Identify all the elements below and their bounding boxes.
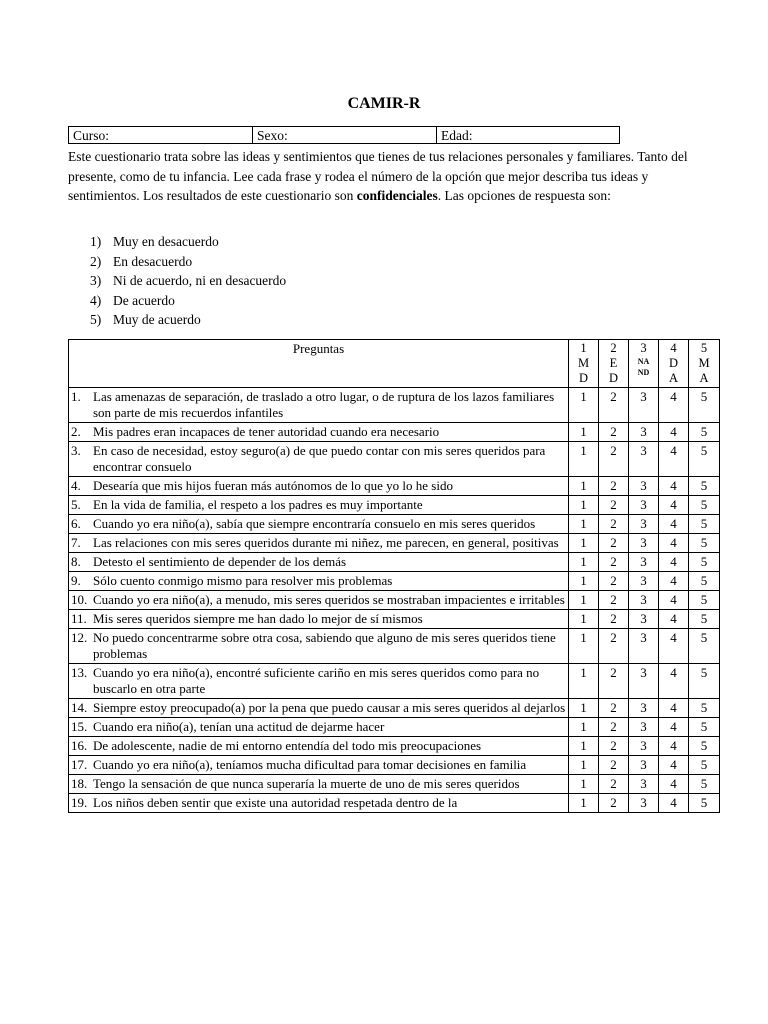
question-row xyxy=(69,737,720,756)
column-header-line: M xyxy=(698,356,710,370)
question-text: En la vida de familia, el respeto a los padres es muy importante xyxy=(93,497,423,512)
answer-option-cell[interactable]: 5 xyxy=(689,775,720,794)
answer-option-cell[interactable]: 1 xyxy=(569,629,599,664)
answer-option-cell[interactable]: 3 xyxy=(629,553,659,572)
column-header-line: A xyxy=(668,371,679,385)
question-text: Cuando yo era niño(a), sabía que siempre encontraría consuelo en mis seres queridos xyxy=(93,516,536,531)
question-number: 10. xyxy=(71,592,88,607)
answer-option-cell[interactable]: 5 xyxy=(689,794,720,813)
answer-option-cell[interactable]: 3 xyxy=(629,664,659,699)
answer-option-cell[interactable]: 1 xyxy=(569,534,599,553)
question-cell xyxy=(69,629,569,664)
answer-option-cell[interactable]: 4 xyxy=(659,442,689,477)
question-number: 14. xyxy=(71,700,88,715)
question-row xyxy=(69,572,720,591)
question-cell xyxy=(69,699,569,718)
age-label: Edad: xyxy=(441,128,473,143)
course-field[interactable] xyxy=(69,127,253,143)
column-header-line: M xyxy=(577,356,590,370)
answer-option-cell[interactable]: 2 xyxy=(599,794,629,813)
answer-option-cell[interactable]: 4 xyxy=(659,534,689,553)
question-text: De adolescente, nadie de mi entorno entendía del todo mis preocupaciones xyxy=(93,738,482,753)
question-text: Mis seres queridos siempre me han dado lo mejor de sí mismos xyxy=(93,611,423,626)
sex-label: Sexo: xyxy=(257,128,288,143)
question-cell xyxy=(69,477,569,496)
question-number: 15. xyxy=(71,719,88,734)
student-info-row xyxy=(68,126,620,144)
question-number: 12. xyxy=(71,630,88,645)
answer-option-cell[interactable]: 3 xyxy=(629,629,659,664)
answer-option-cell[interactable]: 1 xyxy=(569,442,599,477)
answer-option-cell[interactable]: 4 xyxy=(659,737,689,756)
option-column-header xyxy=(569,340,599,388)
question-number: 18. xyxy=(71,776,88,791)
question-text: Siempre estoy preocupado(a) por la pena que puedo causar a mis seres queridos al dejarlos xyxy=(93,700,566,715)
question-cell xyxy=(69,553,569,572)
answer-option-cell[interactable]: 1 xyxy=(569,477,599,496)
question-number: 8. xyxy=(71,554,81,569)
answer-option-cell[interactable]: 4 xyxy=(659,756,689,775)
column-header-line: 1 xyxy=(580,341,587,355)
answer-option-cell[interactable]: 1 xyxy=(569,553,599,572)
answer-option-cell[interactable]: 3 xyxy=(629,477,659,496)
age-field[interactable] xyxy=(437,127,619,143)
answer-option-cell[interactable]: 3 xyxy=(629,794,659,813)
answer-option-cell[interactable]: 3 xyxy=(629,442,659,477)
answer-option-cell[interactable]: 3 xyxy=(629,572,659,591)
page-title: CAMIR-R xyxy=(347,95,421,112)
column-header-line: NA xyxy=(637,357,650,366)
instructions-text: Este cuestionario trata sobre las ideas y sentimientos que tienes de tus relaciones personales y familiares. Tanto del presente, como de tu infancia. Lee cada frase y rodea el número de la opción que mejor describa tus ideas y sentimientos. Los resultados de este cuestionario son xyxy=(68,149,688,203)
column-header-line: 2 xyxy=(610,341,617,355)
question-row xyxy=(69,515,720,534)
option-number: 3) xyxy=(90,273,102,288)
question-text: Las amenazas de separación, de traslado a otro lugar, o de ruptura de los lazos familiares son parte de mis recuerdos infantiles xyxy=(93,389,555,420)
answer-option-cell[interactable]: 2 xyxy=(599,572,629,591)
answer-option-cell[interactable]: 4 xyxy=(659,699,689,718)
question-row xyxy=(69,718,720,737)
answer-option-cell[interactable]: 2 xyxy=(599,664,629,699)
sex-field[interactable] xyxy=(253,127,437,143)
response-option xyxy=(90,310,286,330)
question-number: 2. xyxy=(71,424,81,439)
answer-option-cell[interactable]: 2 xyxy=(599,477,629,496)
option-label: Muy en desacuerdo xyxy=(113,234,219,249)
answer-option-cell[interactable]: 1 xyxy=(569,572,599,591)
question-text: Detesto el sentimiento de depender de los demás xyxy=(93,554,347,569)
answer-option-cell[interactable]: 2 xyxy=(599,534,629,553)
question-number: 11. xyxy=(71,611,87,626)
answer-option-cell[interactable]: 1 xyxy=(569,610,599,629)
option-label: De acuerdo xyxy=(113,292,175,308)
answer-option-cell[interactable]: 4 xyxy=(659,515,689,534)
question-cell xyxy=(69,534,569,553)
option-label: Muy de acuerdo xyxy=(113,312,201,327)
answer-option-cell[interactable]: 5 xyxy=(689,664,720,699)
option-number: 1) xyxy=(90,234,102,249)
question-cell xyxy=(69,388,569,423)
answer-option-cell[interactable]: 3 xyxy=(629,775,659,794)
answer-option-cell[interactable]: 2 xyxy=(599,718,629,737)
answer-option-cell[interactable]: 2 xyxy=(599,515,629,534)
answer-option-cell[interactable]: 3 xyxy=(629,515,659,534)
answer-option-cell[interactable]: 5 xyxy=(689,699,720,718)
question-text: En caso de necesidad, estoy seguro(a) de que puedo contar con mis seres queridos para encontrar consuelo xyxy=(93,443,546,474)
question-row xyxy=(69,591,720,610)
course-label: Curso: xyxy=(73,128,110,143)
option-label: Ni de acuerdo, ni en desacuerdo xyxy=(113,273,287,288)
question-number: 7. xyxy=(71,535,81,550)
column-header-line: ND xyxy=(637,368,650,377)
question-row xyxy=(69,388,720,423)
answer-option-cell[interactable]: 3 xyxy=(629,496,659,515)
answer-option-cell[interactable]: 5 xyxy=(689,496,720,515)
question-number: 5. xyxy=(71,497,81,512)
question-text: Tengo la sensación de que nunca superaría la muerte de uno de mis seres queridos xyxy=(93,776,520,791)
answer-option-cell[interactable]: 4 xyxy=(659,423,689,442)
question-cell xyxy=(69,442,569,477)
instructions-paragraph xyxy=(68,147,708,206)
answer-option-cell[interactable]: 1 xyxy=(569,515,599,534)
table-header-row xyxy=(69,340,720,388)
option-column-header xyxy=(629,340,659,388)
question-cell xyxy=(69,794,569,813)
answer-option-cell[interactable]: 2 xyxy=(599,699,629,718)
answer-option-cell[interactable]: 5 xyxy=(689,737,720,756)
answer-option-cell[interactable]: 2 xyxy=(599,629,629,664)
answer-option-cell[interactable]: 5 xyxy=(689,442,720,477)
column-header-line: 5 xyxy=(700,341,708,355)
column-header-line: D xyxy=(608,371,619,385)
question-row xyxy=(69,756,720,775)
confidential-emphasis: confidenciales xyxy=(356,188,438,203)
question-number: 6. xyxy=(71,516,81,531)
question-number: 4. xyxy=(71,478,81,493)
question-text: Desearía que mis hijos fueran más autónomos de lo que yo lo he sido xyxy=(93,478,453,493)
question-cell xyxy=(69,610,569,629)
response-option xyxy=(90,291,286,311)
question-text: Cuando yo era niño(a), encontré suficiente cariño en mis seres queridos como para no buscarlo en otra parte xyxy=(93,665,540,696)
question-row xyxy=(69,553,720,572)
question-number: 3. xyxy=(71,443,81,458)
answer-option-cell[interactable]: 1 xyxy=(569,794,599,813)
answer-option-cell[interactable]: 4 xyxy=(659,610,689,629)
question-number: 19. xyxy=(71,795,88,810)
question-cell xyxy=(69,591,569,610)
answer-option-cell[interactable]: 5 xyxy=(689,756,720,775)
question-text: No puedo concentrarme sobre otra cosa, sabiendo que alguno de mis seres queridos tiene problemas xyxy=(93,630,556,661)
answer-option-cell[interactable]: 4 xyxy=(659,718,689,737)
question-cell xyxy=(69,423,569,442)
answer-option-cell[interactable]: 2 xyxy=(599,496,629,515)
question-text: Cuando era niño(a), tenían una actitud de dejarme hacer xyxy=(93,719,385,734)
answer-option-cell[interactable]: 4 xyxy=(659,629,689,664)
answer-option-cell[interactable]: 5 xyxy=(689,515,720,534)
answer-option-cell[interactable]: 5 xyxy=(689,610,720,629)
question-number: 9. xyxy=(71,573,81,588)
question-number: 16. xyxy=(71,738,88,753)
question-number: 1. xyxy=(71,389,81,404)
question-row xyxy=(69,775,720,794)
question-text: Las relaciones con mis seres queridos durante mi niñez, me parecen, en general, positivas xyxy=(93,535,559,550)
answer-option-cell[interactable]: 2 xyxy=(599,553,629,572)
question-row xyxy=(69,534,720,553)
column-header-line: D xyxy=(668,356,679,370)
question-cell xyxy=(69,718,569,737)
question-text: Los niños deben sentir que existe una autoridad respetada dentro de la xyxy=(93,795,458,810)
answer-option-cell[interactable]: 2 xyxy=(599,756,629,775)
answer-option-cell[interactable]: 3 xyxy=(629,534,659,553)
question-cell xyxy=(69,756,569,775)
answer-option-cell[interactable]: 3 xyxy=(629,737,659,756)
response-option xyxy=(90,271,286,291)
column-header-line: D xyxy=(578,371,589,385)
answer-option-cell[interactable]: 1 xyxy=(569,388,599,423)
answer-option-cell[interactable]: 4 xyxy=(659,591,689,610)
answer-option-cell[interactable]: 3 xyxy=(629,756,659,775)
answer-option-cell[interactable]: 5 xyxy=(689,718,720,737)
question-row xyxy=(69,477,720,496)
questions-table xyxy=(68,339,720,813)
column-header-line: E xyxy=(609,356,618,370)
answer-option-cell[interactable]: 5 xyxy=(689,423,720,442)
answer-option-cell[interactable]: 1 xyxy=(569,591,599,610)
answer-option-cell[interactable]: 4 xyxy=(659,388,689,423)
answer-option-cell[interactable]: 4 xyxy=(659,477,689,496)
answer-option-cell[interactable]: 5 xyxy=(689,553,720,572)
answer-option-cell[interactable]: 1 xyxy=(569,423,599,442)
question-row xyxy=(69,442,720,477)
question-cell xyxy=(69,572,569,591)
answer-option-cell[interactable]: 3 xyxy=(629,423,659,442)
question-row xyxy=(69,794,720,813)
answer-option-cell[interactable]: 4 xyxy=(659,572,689,591)
answer-option-cell[interactable]: 2 xyxy=(599,423,629,442)
answer-option-cell[interactable]: 3 xyxy=(629,699,659,718)
question-text: Sólo cuento conmigo mismo para resolver mis problemas xyxy=(93,573,393,588)
answer-option-cell[interactable]: 2 xyxy=(599,737,629,756)
question-text: Cuando yo era niño(a), a menudo, mis seres queridos se mostraban impacientes e irritables xyxy=(93,592,565,607)
answer-option-cell[interactable]: 2 xyxy=(599,775,629,794)
option-number: 2) xyxy=(90,253,102,269)
question-number: 17. xyxy=(71,757,88,772)
answer-option-cell[interactable]: 5 xyxy=(689,388,720,423)
answer-option-cell[interactable]: 5 xyxy=(689,477,720,496)
column-header-line: A xyxy=(699,371,709,385)
answer-option-cell[interactable]: 1 xyxy=(569,756,599,775)
question-cell xyxy=(69,664,569,699)
answer-option-cell[interactable]: 3 xyxy=(629,610,659,629)
answer-option-cell[interactable]: 3 xyxy=(629,388,659,423)
question-cell xyxy=(69,775,569,794)
column-header-line: 3 xyxy=(640,341,647,355)
option-column-header xyxy=(689,340,720,388)
question-text: Mis padres eran incapaces de tener autoridad cuando era necesario xyxy=(93,424,440,439)
answer-option-cell[interactable]: 4 xyxy=(659,553,689,572)
question-cell xyxy=(69,496,569,515)
answer-option-cell[interactable]: 2 xyxy=(599,388,629,423)
answer-option-cell[interactable]: 5 xyxy=(689,591,720,610)
column-header-line: 4 xyxy=(670,341,677,355)
answer-option-cell[interactable]: 5 xyxy=(689,572,720,591)
response-options-list xyxy=(90,232,286,330)
answer-option-cell[interactable]: 5 xyxy=(689,534,720,553)
answer-option-cell[interactable]: 4 xyxy=(659,496,689,515)
question-row xyxy=(69,610,720,629)
answer-option-cell[interactable]: 4 xyxy=(659,775,689,794)
answer-option-cell[interactable]: 3 xyxy=(629,718,659,737)
response-option xyxy=(90,252,286,272)
option-label: En desacuerdo xyxy=(113,253,193,269)
instructions-text-end: . Las opciones de respuesta son: xyxy=(437,188,611,203)
question-cell xyxy=(69,737,569,756)
option-column-header xyxy=(659,340,689,388)
answer-option-cell[interactable]: 1 xyxy=(569,664,599,699)
question-cell xyxy=(69,515,569,534)
answer-option-cell[interactable]: 1 xyxy=(569,496,599,515)
question-row xyxy=(69,664,720,699)
question-number: 13. xyxy=(71,665,88,680)
answer-option-cell[interactable]: 4 xyxy=(659,794,689,813)
answer-option-cell[interactable]: 2 xyxy=(599,442,629,477)
question-row xyxy=(69,423,720,442)
answer-option-cell[interactable]: 1 xyxy=(569,737,599,756)
response-option xyxy=(90,232,286,252)
answer-option-cell[interactable]: 1 xyxy=(569,699,599,718)
question-row xyxy=(69,496,720,515)
answer-option-cell[interactable]: 5 xyxy=(689,629,720,664)
question-text: Cuando yo era niño(a), teníamos mucha dificultad para tomar decisiones en familia xyxy=(93,757,527,772)
answer-option-cell[interactable]: 4 xyxy=(659,664,689,699)
answer-option-cell[interactable]: 1 xyxy=(569,718,599,737)
answer-option-cell[interactable]: 1 xyxy=(569,775,599,794)
question-row xyxy=(69,629,720,664)
option-number: 5) xyxy=(90,312,102,327)
questions-column-header: Preguntas xyxy=(69,340,569,388)
answer-option-cell[interactable]: 2 xyxy=(599,591,629,610)
answer-option-cell[interactable]: 3 xyxy=(629,591,659,610)
option-number: 4) xyxy=(90,292,102,308)
question-row xyxy=(69,699,720,718)
option-column-header xyxy=(599,340,629,388)
answer-option-cell[interactable]: 2 xyxy=(599,610,629,629)
